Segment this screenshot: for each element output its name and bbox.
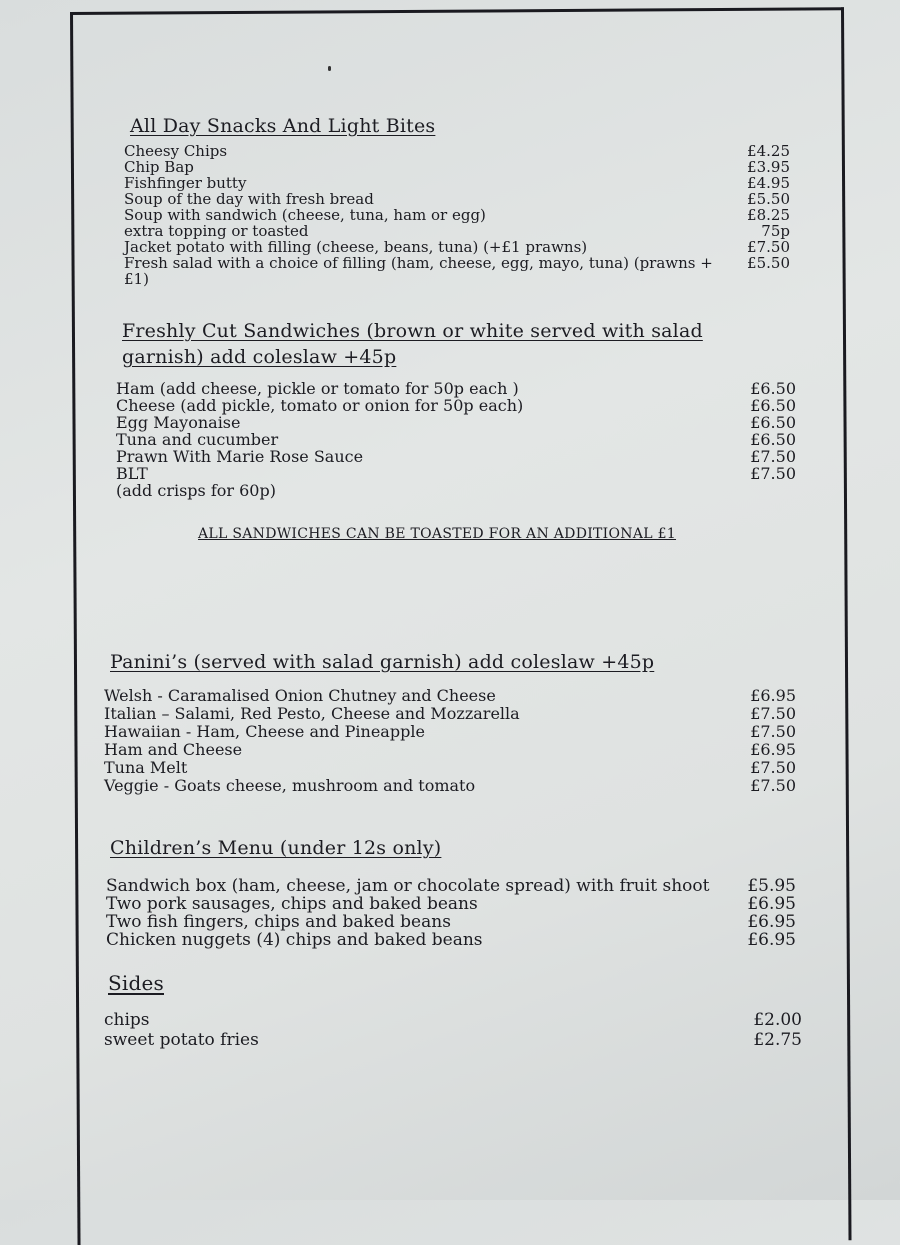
item-name: Tuna and cucumber — [116, 430, 279, 449]
item-price: £5.95 — [747, 875, 796, 896]
item-name: Cheese (add pickle, tomato or onion for 50p each) — [116, 396, 524, 415]
toasted-notice: ALL SANDWICHES CAN BE TOASTED FOR AN ADDITIONAL £1 — [198, 526, 677, 542]
item-name: Chip Bap — [124, 157, 194, 176]
item-price: £6.50 — [750, 413, 796, 432]
item-price: £7.50 — [750, 703, 796, 723]
item-list — [116, 380, 796, 499]
menu-item — [116, 465, 796, 482]
section-sandwiches — [116, 318, 796, 499]
item-price: £6.50 — [750, 379, 796, 398]
item-name: Tuna Melt — [104, 757, 188, 777]
item-name: Ham and Cheese — [104, 739, 243, 759]
menu-item — [106, 913, 796, 931]
item-price: £4.95 — [747, 173, 790, 192]
item-name: extra topping or toasted — [124, 221, 309, 240]
item-name: sweet potato fries — [104, 1030, 259, 1050]
item-price: £2.75 — [753, 1030, 802, 1050]
menu-item — [124, 175, 790, 191]
item-price: £6.95 — [747, 929, 796, 950]
item-price: £4.25 — [747, 141, 790, 160]
menu-item — [116, 431, 796, 448]
item-name: Fresh salad with a choice of filling (ham, cheese, egg, mayo, tuna) (prawns +£1) — [124, 253, 713, 288]
item-name: Chicken nuggets (4) chips and baked beans — [106, 929, 483, 950]
item-name: Fishfinger butty — [124, 173, 247, 192]
section-heading: Panini’s (served with salad garnish) add coleslaw +45p — [110, 651, 655, 673]
menu-item — [124, 143, 790, 159]
item-price: 75p — [761, 221, 790, 240]
item-name: Italian – Salami, Red Pesto, Cheese and Mozzarella — [104, 703, 520, 723]
item-name: Prawn With Marie Rose Sauce — [116, 447, 364, 466]
item-price: £7.50 — [750, 757, 796, 777]
item-name: Hawaiian - Ham, Cheese and Pineapple — [104, 721, 425, 741]
menu-item — [104, 1030, 802, 1050]
item-price: £2.00 — [753, 1010, 802, 1030]
section-sides — [104, 970, 802, 1050]
section-heading: Children’s Menu (under 12s only) — [110, 837, 442, 859]
item-name: Welsh - Caramalised Onion Chutney and Cheese — [104, 685, 496, 705]
menu-item — [124, 207, 790, 223]
menu-item — [104, 687, 796, 705]
item-price: £6.95 — [750, 739, 796, 759]
item-price: £7.50 — [750, 464, 796, 483]
menu-item — [104, 705, 796, 723]
item-price: £3.95 — [747, 157, 790, 176]
item-list — [104, 1010, 802, 1050]
item-name: BLT — [116, 464, 148, 483]
item-name: Ham (add cheese, pickle or tomato for 50p each ) — [116, 379, 519, 398]
menu-item — [124, 239, 790, 255]
menu-item — [104, 723, 796, 741]
menu-item — [124, 159, 790, 175]
menu-item — [104, 741, 796, 759]
item-price: £7.50 — [747, 237, 790, 256]
item-name: Egg Mayonaise — [116, 413, 241, 432]
item-list — [106, 877, 796, 949]
menu-item — [104, 759, 796, 777]
menu-item — [104, 777, 796, 795]
item-name: chips — [104, 1010, 150, 1030]
item-name: Two pork sausages, chips and baked beans — [106, 893, 478, 914]
menu-item — [124, 223, 790, 239]
menu-item — [124, 255, 790, 287]
item-name: Sandwich box (ham, cheese, jam or chocolate spread) with fruit shoot — [106, 875, 710, 896]
item-price: £8.25 — [747, 205, 790, 224]
item-name: (add crisps for 60p) — [116, 481, 276, 500]
menu-item — [116, 448, 796, 465]
menu-item — [124, 191, 790, 207]
section-heading: Sides — [108, 971, 164, 995]
menu-item — [106, 877, 796, 895]
item-name: Jacket potato with filling (cheese, beans, tuna) (+£1 prawns) — [124, 237, 588, 256]
item-price: £6.50 — [750, 430, 796, 449]
item-price: £6.50 — [750, 396, 796, 415]
item-price: £7.50 — [750, 447, 796, 466]
item-price: £5.50 — [747, 189, 790, 208]
item-price: £6.95 — [747, 911, 796, 932]
item-name: Soup of the day with fresh bread — [124, 189, 374, 208]
menu-item — [116, 414, 796, 431]
item-price: £7.50 — [750, 721, 796, 741]
menu-item — [116, 380, 796, 397]
item-name: Cheesy Chips — [124, 141, 228, 160]
section-snacks — [124, 114, 790, 287]
menu-item — [104, 1010, 802, 1030]
menu-item — [116, 482, 796, 499]
section-panini — [104, 650, 796, 795]
item-name: Two fish fingers, chips and baked beans — [106, 911, 451, 932]
item-list — [104, 687, 796, 795]
item-price: £6.95 — [750, 685, 796, 705]
item-name: Veggie - Goats cheese, mushroom and tomato — [104, 775, 476, 795]
item-name: Soup with sandwich (cheese, tuna, ham or egg) — [124, 205, 486, 224]
section-heading: All Day Snacks And Light Bites — [130, 115, 436, 137]
item-price: £5.50 — [747, 253, 790, 272]
section-heading: Freshly Cut Sandwiches (brown or white served with salad garnish) add coleslaw +45p — [122, 320, 703, 368]
ink-fleck — [328, 66, 331, 71]
menu-item — [106, 895, 796, 913]
menu-item — [116, 397, 796, 414]
section-childrens-menu — [106, 836, 796, 949]
menu-item — [106, 931, 796, 949]
item-price: £6.95 — [747, 893, 796, 914]
item-list — [124, 143, 790, 287]
item-price: £7.50 — [750, 775, 796, 795]
